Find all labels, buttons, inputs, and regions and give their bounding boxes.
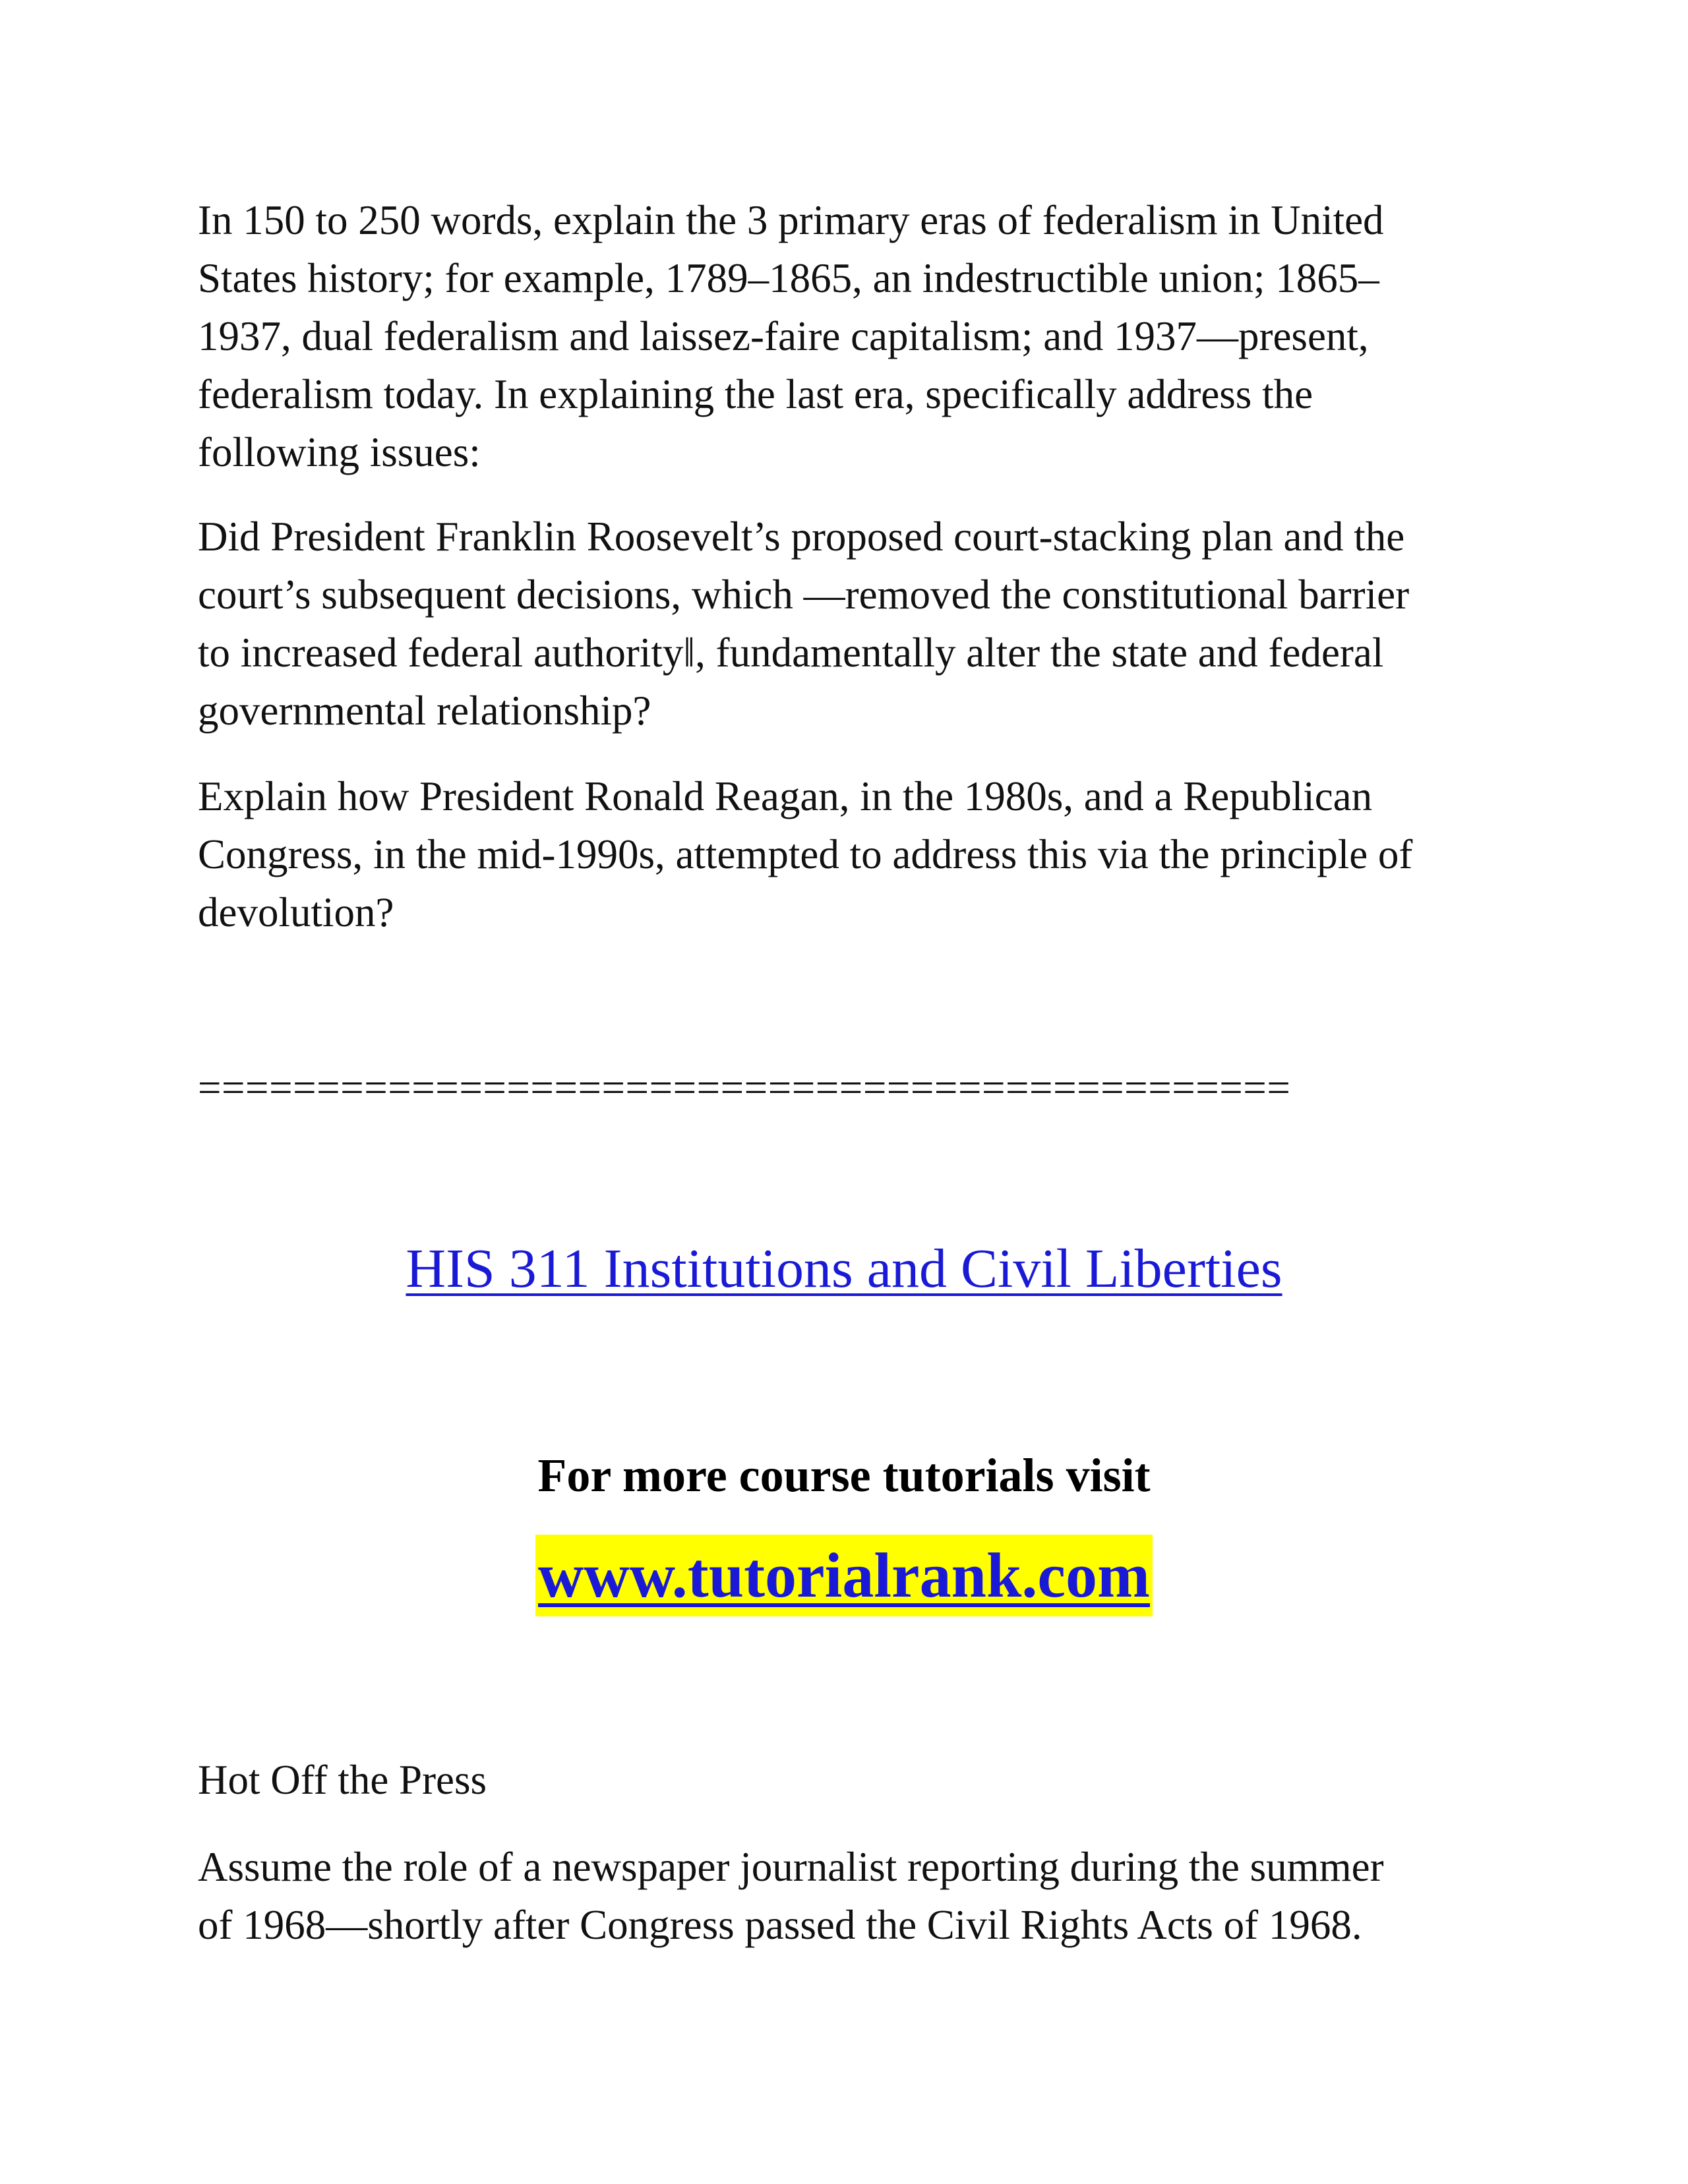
text-line: governmental relationship? [198, 688, 651, 734]
roosevelt-question-paragraph [198, 508, 1409, 740]
text-line: 1937, dual federalism and laissez-faire capitalism; and 1937—present, [198, 313, 1369, 359]
text-line: Explain how President Ronald Reagan, in the 1980s, and a Republican [198, 773, 1373, 819]
site-highlight [535, 1535, 1153, 1616]
text-line: of 1968—shortly after Congress passed the Civil Rights Acts of 1968. [198, 1902, 1362, 1948]
course-link[interactable]: HIS 311 Institutions and Civil Liberties [406, 1238, 1282, 1299]
text-line: Did President Franklin Roosevelt’s proposed court-stacking plan and the [198, 514, 1405, 560]
promo-visit-text: For more course tutorials visit [537, 1449, 1151, 1502]
separator-line: ============================================== [198, 1065, 1291, 1111]
text-line: devolution? [198, 889, 394, 935]
text-line: States history; for example, 1789–1865, an indestructible union; 1865– [198, 255, 1379, 301]
text-line: Assume the role of a newspaper journalist reporting during the summer [198, 1844, 1384, 1890]
section-heading [198, 1751, 487, 1809]
reagan-question-paragraph [198, 767, 1412, 941]
heading-text: Hot Off the Press [198, 1757, 487, 1803]
site-link[interactable]: www.tutorialrank.com [538, 1540, 1150, 1610]
course-title [0, 1233, 1688, 1305]
text-line: court’s subsequent decisions, which ―removed the constitutional barrier [198, 572, 1410, 618]
assignment-paragraph [198, 1838, 1384, 1954]
text-line: following issues: [198, 429, 481, 475]
text-line: federalism today. In explaining the last era, specifically address the [198, 371, 1313, 417]
text-line: Congress, in the mid-1990s, attempted to address this via the principle of [198, 831, 1413, 877]
text-line: to increased federal authority‖, fundamentally alter the state and federal [198, 630, 1384, 676]
text-line: In 150 to 250 words, explain the 3 primary eras of federalism in United [198, 197, 1384, 243]
intro-paragraph [198, 191, 1384, 481]
promo-site [0, 1535, 1688, 1616]
